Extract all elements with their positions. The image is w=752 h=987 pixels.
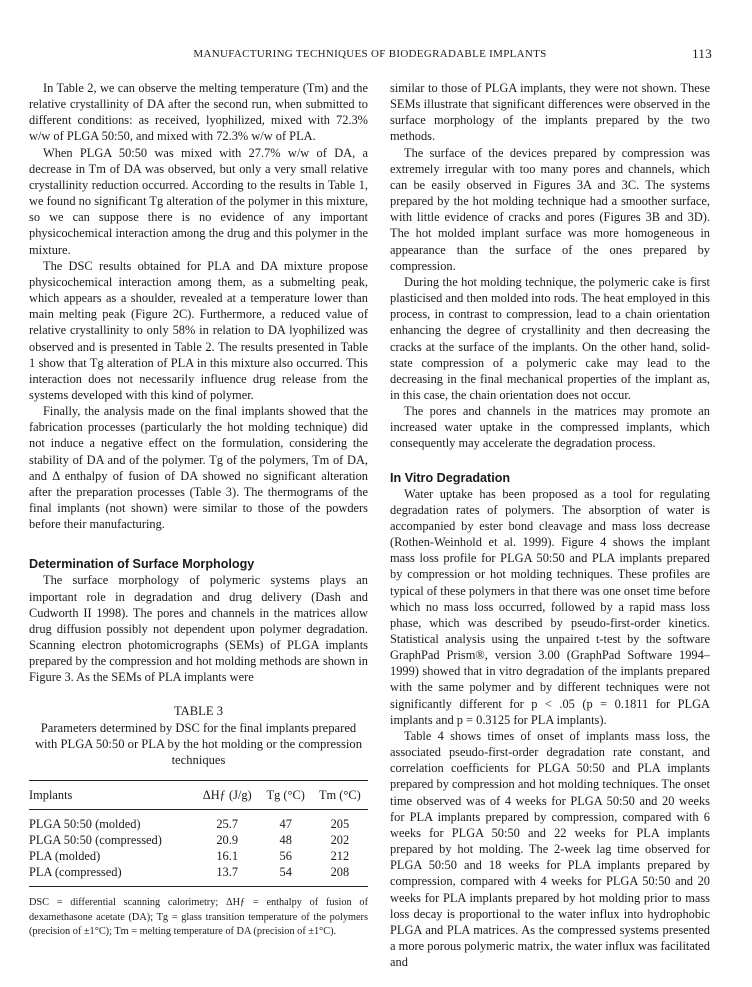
- table-cell: 48: [279, 832, 292, 847]
- paragraph: Water uptake has been proposed as a tool for regulating degradation rates of polymers. The absorption of water is accompanied by ester bond cleavage and mass loss decrease (Rothen-Weinhold et al. 1999). Figure 4 shows the implant mass loss profile for PLGA 50:50 and PLA implants prepared by compression or hot molding techniques. These profiles are typical of these polymers in that there was one onset time before which no mass loss occurred, followed by a rapid mass loss phase, which was described by pseudo-first-order kinetics. Statistical analysis using the unpaired t-test by the software GraphPad Prism®, version 3.00 (GraphPad Software 1994–1999) showed that in vitro degradation of the implants prepared with the same polymer and by different techniques were not significantly different for p < .05 (p = 0.1811 for PLGA implants and p = 0.3125 for PLA implants).: [390, 486, 710, 727]
- table-footnote: DSC = differential scanning calorimetry; ΔHƒ = enthalpy of fusion of dexamethasone acetate (DA); Tg = glass transition temperature of the polymers (precision of ±1°C); Tm = melting temperature of DA (precision of ±1°C).: [29, 897, 368, 937]
- table-title: Parameters determined by DSC for the final implants prepared with PLGA 50:50 or PLA by the hot molding or the compression techniques: [34, 721, 363, 768]
- table-cell: 54: [260, 864, 312, 887]
- column-header: Tm (°C): [312, 781, 368, 809]
- running-header: [30, 48, 710, 64]
- table-row: [29, 809, 368, 832]
- paragraph: The DSC results obtained for PLA and DA mixture propose physicochemical interaction among them, as a submelting peak, which appears as a shoulder, revealed at a temperature lower than main melting peak (Figure 2C). Furthermore, a reduced value of relative crystallinity to only 58% in relation to DA lyophilized was observed and is presented in Table 2. The results presented in Table 1 show that Tg alteration of PLA in this mixture also occurred. This interaction does not necessarily influence drug release from the systems developed with this kind of polymer.: [29, 258, 368, 402]
- running-title: MANUFACTURING TECHNIQUES OF BIODEGRADABLE IMPLANTS: [193, 48, 547, 60]
- table-cell: 212: [330, 849, 350, 864]
- table-row: [29, 848, 368, 864]
- table-cell: PLGA 50:50 (molded): [29, 816, 141, 831]
- table-3: [29, 703, 368, 939]
- paragraph: similar to those of PLGA implants, they were not shown. These SEMs illustrate that significant differences were observed in the surface morphology of the implants prepared by the two methods.: [390, 81, 710, 144]
- left-column: [29, 80, 368, 939]
- table-cell: 202: [330, 832, 350, 847]
- table-row: [29, 832, 368, 848]
- paragraph: Finally, the analysis made on the final implants showed that the fabrication processes (particularly the hot molding technique) did not induce a negative effect on the formulation, considering the stability of DA and of the polymer. Tg of the polymers, Tm of DA, and Δ enthalpy of fusion of DA showed no significant alteration after the preparation processes (Table 3). The thermograms of the final implants (not shown) were similar to those of the powders before their manufacturing.: [29, 404, 368, 532]
- column-header: ΔHƒ (J/g): [195, 781, 260, 809]
- paragraph: The surface of the devices prepared by compression was extremely irregular with too many pores and channels, which can be easily observed in Figures 3A and 3C. The systems prepared by the hot molding technique had a smoother surface, with little evidence of cracks and pores (Figures 3B and 3D). The hot molded implant surface was more homogeneous in appearance than the surface of the ones prepared by compression.: [390, 145, 710, 273]
- paragraph: Table 4 shows times of onset of implants mass loss, the associated pseudo-first-order degradation rate constant, and correlation coefficients for PLGA 50:50 and PLA implants prepared by compression and hot molding techniques. The onset time observed was of 4 weeks for PLGA 50:50 and 20 weeks for PLA implants prepared by compression, compared with 6 weeks for PLGA 50:50 and 22 weeks for PLA implants prepared by hot molding. The 2-week lag time observed for PLGA 50:50 and 18 weeks for PLA implants prepared by compression, compared with 4 weeks for PLGA 50:50 and 20 weeks for PLA implants prepared by hot molding prior to mass loss decay is proportional to the water influx into hydrophobic PLGA and PLA matrices. As the compressed systems presented a more porous polymeric matrix, the water influx was facilitated and: [390, 728, 710, 970]
- table-cell: 208: [312, 864, 368, 887]
- table-cell: PLA (compressed): [29, 864, 195, 887]
- section-heading-in-vitro-degradation: In Vitro Degradation: [390, 470, 511, 485]
- table-header-row: [29, 781, 368, 809]
- table-cell: 20.9: [216, 832, 239, 847]
- column-header: Tg (°C): [260, 781, 312, 809]
- paragraph: In Table 2, we can observe the melting temperature (Tm) and the relative crystallinity of DA after the second run, when submitted to different conditions: as received, lyophilized, mixed with 72.3% w/w of PLGA 50:50, and mixed with 72.3% w/w of PLA.: [29, 81, 368, 144]
- paragraph: During the hot molding technique, the polymeric cake is first plasticised and then molded into rods. The heat employed in this process, in contrast to compression, lead to a chain orientation enhancing the degree of crystallinity and then decreasing the cracks at the surface of the implants. On the other hand, solid-state compression of a polymeric cake may lead to the decreasing in the final mechanical properties of the implant as, in this case, the chain orientation does not occur.: [390, 274, 710, 402]
- section-heading-surface-morphology: Determination of Surface Morphology: [29, 557, 255, 572]
- table-cell: 56: [279, 849, 292, 864]
- table-cell: PLA (molded): [29, 849, 101, 864]
- paragraph: When PLGA 50:50 was mixed with 27.7% w/w of DA, a decrease in Tm of DA was observed, but only a very small relative crystallinity reduction occurred. According to the results in Table 1, we found no significant Tg alteration of the polymer in this mixture, so we can suppose there is no evidence of any important physicochemical interaction among the drug and this polymer in the mixture.: [29, 145, 368, 257]
- table-cell: PLGA 50:50 (compressed): [29, 832, 162, 847]
- table-caption: [29, 703, 368, 768]
- table-cell: 25.7: [216, 816, 239, 831]
- paragraph: The surface morphology of polymeric systems plays an important role in degradation and drug delivery (Dash and Cudworth II 1998). The pores and channels in the matrices allow drug diffusion possibly not dependent upon polymer degradation. Scanning electron photomicrographs (SEMs) of PLGA implants prepared by the compression and hot molding methods are shown in Figure 3. As the SEMs of PLA implants were: [29, 573, 368, 685]
- dsc-table: [29, 780, 368, 887]
- paragraph: The pores and channels in the matrices may promote an increased water uptake in the compressed implants, which consequently may accelerate the degradation process.: [390, 404, 710, 451]
- column-header: Implants: [29, 781, 195, 809]
- table-row: [29, 864, 368, 887]
- table-number: TABLE 3: [173, 704, 223, 719]
- page-number: 113: [692, 46, 712, 61]
- table-cell: 13.7: [195, 864, 260, 887]
- right-column: [390, 80, 710, 970]
- table-cell: 47: [279, 816, 292, 831]
- table-cell: 205: [330, 816, 350, 831]
- table-cell: 16.1: [216, 849, 239, 864]
